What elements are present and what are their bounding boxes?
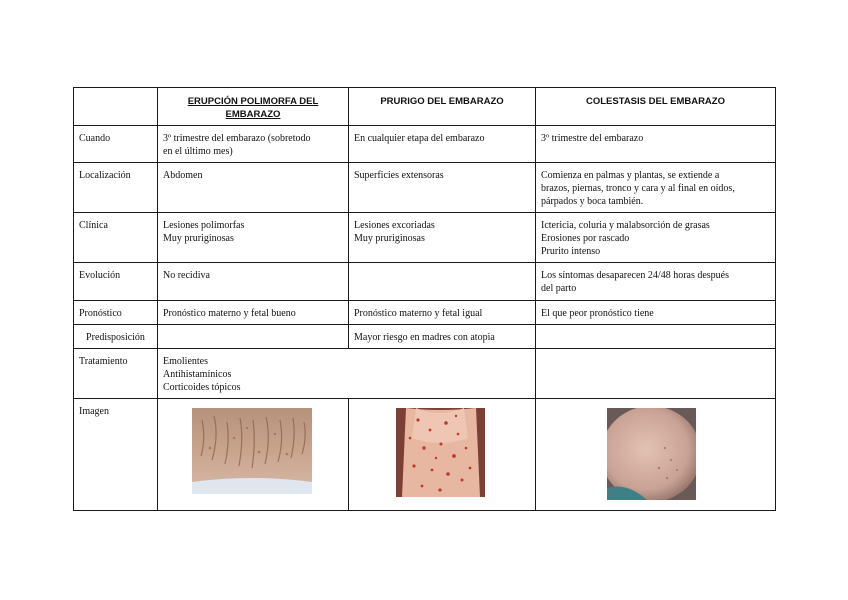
- table-row: [74, 325, 776, 349]
- table-row: [74, 399, 776, 511]
- table-cell: Mayor riesgo en madres con atopia: [349, 325, 536, 349]
- table-cell: Los síntomas desaparecen 24/48 horas después del parto: [536, 263, 776, 301]
- table-cell: Abdomen: [158, 163, 349, 213]
- table-cell: [349, 263, 536, 301]
- row-label-localizacion: Localización: [74, 163, 158, 213]
- row-label-cuando: Cuando: [74, 126, 158, 163]
- table-row: [74, 301, 776, 325]
- row-label-imagen: Imagen: [74, 399, 158, 511]
- image-cell: [158, 399, 349, 511]
- table-cell: En cualquier etapa del embarazo: [349, 126, 536, 163]
- distended-abdomen-skin-photo: [607, 408, 696, 500]
- row-label-tratamiento: Tratamiento: [74, 349, 158, 399]
- table-row: [74, 213, 776, 263]
- table-cell: El que peor pronóstico tiene: [536, 301, 776, 325]
- header-erupcion-polimorfa: ERUPCIÓN POLIMORFA DEL EMBARAZO: [158, 88, 349, 126]
- image-cell: [536, 399, 776, 511]
- table-cell: [536, 349, 776, 399]
- table-cell: Emolientes Antihistamínicos Corticoides tópicos: [158, 349, 536, 399]
- table-cell: Lesiones excoriadas Muy pruriginosas: [349, 213, 536, 263]
- image-cell: [349, 399, 536, 511]
- table-cell: Pronóstico materno y fetal igual: [349, 301, 536, 325]
- table-cell: 3º trimestre del embarazo (sobretodo en el último mes): [158, 126, 349, 163]
- comparison-table: [73, 87, 776, 511]
- row-label-evolucion: Evolución: [74, 263, 158, 301]
- header-prurigo: PRURIGO DEL EMBARAZO: [349, 88, 536, 126]
- table-row: [74, 126, 776, 163]
- header-colestasis: COLESTASIS DEL EMBARAZO: [536, 88, 776, 126]
- striae-abdomen-rash-photo: [192, 408, 312, 494]
- row-label-clinica: Clínica: [74, 213, 158, 263]
- table-row: [74, 163, 776, 213]
- row-label-predisposicion: Predisposición: [74, 325, 158, 349]
- table-row: [74, 349, 776, 399]
- excoriated-papules-skin-photo: [396, 408, 485, 497]
- header-row: [74, 88, 776, 126]
- table-cell: Superficies extensoras: [349, 163, 536, 213]
- table-cell: Ictericia, coluria y malabsorción de grasas Erosiones por rascado Prurito intenso: [536, 213, 776, 263]
- table-row: [74, 263, 776, 301]
- table-cell: [536, 325, 776, 349]
- table-cell: Lesiones polimorfas Muy pruriginosas: [158, 213, 349, 263]
- table-cell: No recidiva: [158, 263, 349, 301]
- table-cell: 3º trimestre del embarazo: [536, 126, 776, 163]
- table-cell: Comienza en palmas y plantas, se extiende a brazos, piernas, tronco y cara y al final en oídos, párpados y boca también.: [536, 163, 776, 213]
- header-empty: [74, 88, 158, 126]
- row-label-pronostico: Pronóstico: [74, 301, 158, 325]
- table-cell: Pronóstico materno y fetal bueno: [158, 301, 349, 325]
- table-cell: [158, 325, 349, 349]
